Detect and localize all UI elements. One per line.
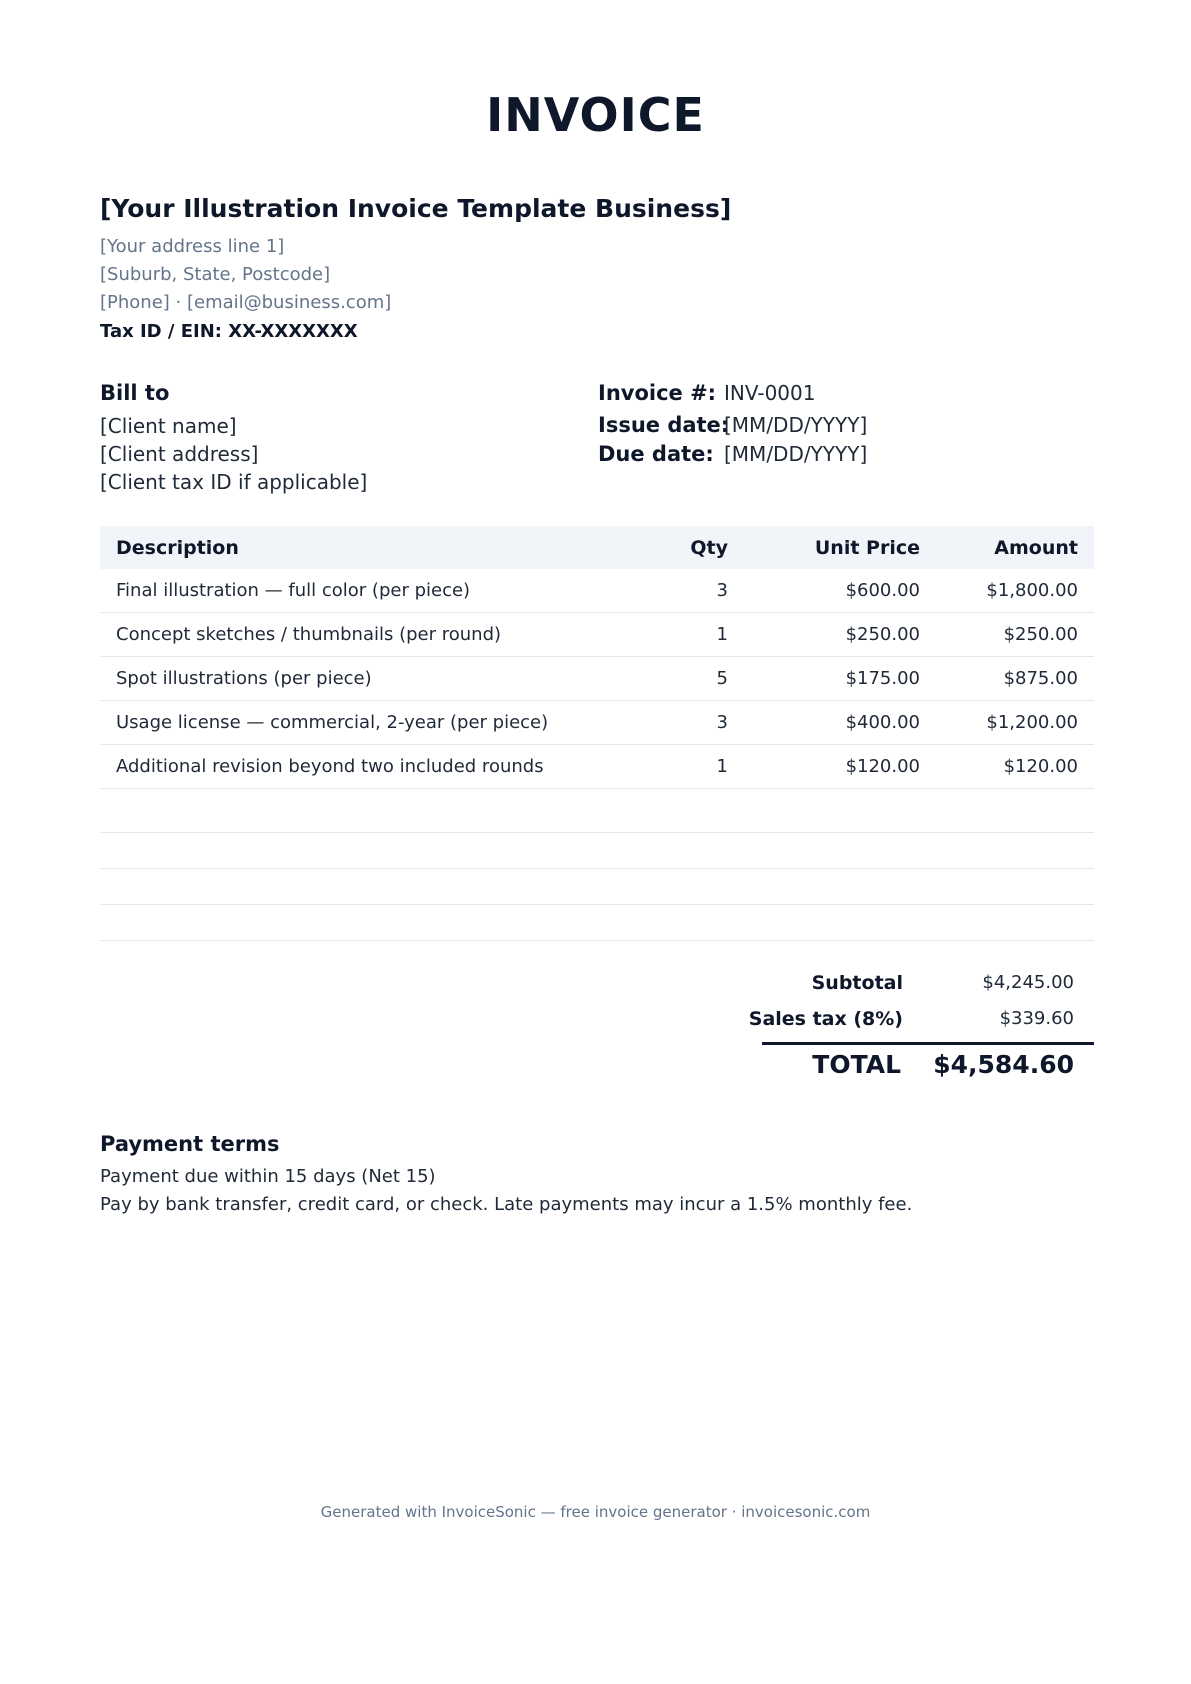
business-address-line1: [Your address line 1] (100, 236, 285, 257)
row-description: Final illustration — full color (per piece) (100, 569, 632, 613)
column-header-description: Description (100, 526, 632, 569)
table-row (100, 745, 1094, 789)
row-amount: $1,200.00 (936, 701, 1094, 745)
due-date-value: [MM/DD/YYYY] (724, 442, 868, 466)
row-unit-price: $175.00 (744, 657, 936, 701)
sales-tax-value: $339.60 (999, 1008, 1074, 1029)
invoice-title: INVOICE (486, 88, 705, 142)
table-row (100, 569, 1094, 613)
row-description: Additional revision beyond two included rounds (100, 745, 632, 789)
row-amount: $250.00 (936, 613, 1094, 657)
column-header-amount: Amount (936, 526, 1094, 569)
payment-terms-line2: Pay by bank transfer, credit card, or check. Late payments may incur a 1.5% monthly fee. (100, 1194, 913, 1215)
business-tax-id: Tax ID / EIN: XX-XXXXXXX (100, 321, 358, 342)
row-description: Usage license — commercial, 2-year (per piece) (100, 701, 632, 745)
column-header-qty: Qty (632, 526, 744, 569)
row-qty: 3 (632, 569, 744, 613)
row-unit-price: $120.00 (744, 745, 936, 789)
empty-table-row (100, 905, 1094, 941)
payment-terms-heading: Payment terms (100, 1132, 280, 1156)
row-description: Spot illustrations (per piece) (100, 657, 632, 701)
table-row (100, 613, 1094, 657)
line-items-table (100, 526, 1094, 941)
total-divider (762, 1042, 1094, 1045)
business-name: [Your Illustration Invoice Template Business] (100, 194, 732, 223)
table-row (100, 701, 1094, 745)
row-unit-price: $600.00 (744, 569, 936, 613)
empty-table-row (100, 833, 1094, 869)
row-description: Concept sketches / thumbnails (per round) (100, 613, 632, 657)
business-address-line2: [Suburb, State, Postcode] (100, 264, 331, 285)
total-label: TOTAL (812, 1050, 901, 1079)
column-header-unit-price: Unit Price (744, 526, 936, 569)
client-address: [Client address] (100, 442, 259, 466)
row-qty: 1 (632, 613, 744, 657)
payment-terms-line1: Payment due within 15 days (Net 15) (100, 1166, 436, 1187)
table-header-row (100, 526, 1094, 569)
sales-tax-label: Sales tax (8%) (748, 1008, 903, 1030)
row-qty: 3 (632, 701, 744, 745)
row-amount: $1,800.00 (936, 569, 1094, 613)
issue-date-value: [MM/DD/YYYY] (724, 413, 868, 437)
due-date-label: Due date: (598, 442, 714, 466)
client-name: [Client name] (100, 414, 237, 438)
row-amount: $875.00 (936, 657, 1094, 701)
client-tax-id: [Client tax ID if applicable] (100, 470, 368, 494)
total-value: $4,584.60 (933, 1050, 1074, 1079)
empty-table-row (100, 869, 1094, 905)
invoice-number-label: Invoice #: (598, 381, 717, 405)
business-contact: [Phone] · [email@business.com] (100, 292, 392, 313)
issue-date-label: Issue date: (598, 413, 730, 437)
row-qty: 1 (632, 745, 744, 789)
table-row (100, 657, 1094, 701)
row-unit-price: $250.00 (744, 613, 936, 657)
subtotal-value: $4,245.00 (982, 972, 1074, 993)
footer-credit: Generated with InvoiceSonic — free invoice generator · invoicesonic.com (320, 1503, 871, 1521)
bill-to-heading: Bill to (100, 381, 170, 405)
row-amount: $120.00 (936, 745, 1094, 789)
row-qty: 5 (632, 657, 744, 701)
row-unit-price: $400.00 (744, 701, 936, 745)
invoice-number-value: INV-0001 (724, 381, 816, 405)
subtotal-label: Subtotal (811, 972, 903, 994)
empty-table-row (100, 789, 1094, 833)
